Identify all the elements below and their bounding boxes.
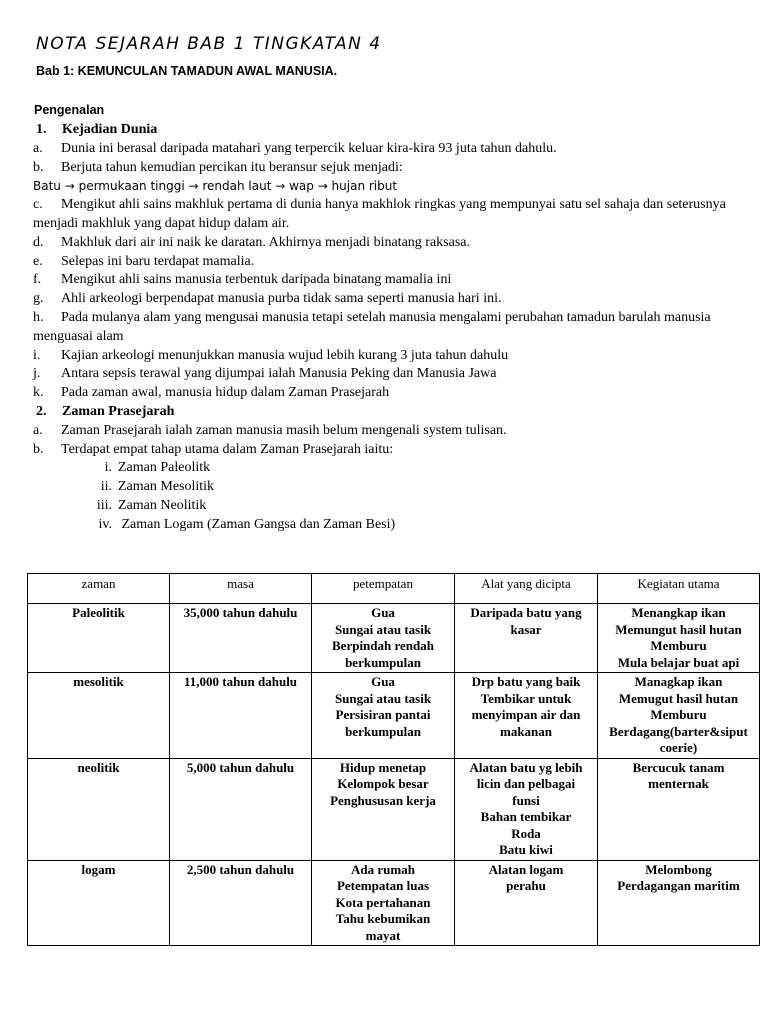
item-text: Selepas ini baru terdapat mamalia. [61, 254, 255, 269]
cell-line: Batu kiwi [499, 842, 553, 857]
subitem-label: iii. [96, 498, 112, 513]
list-item [33, 254, 255, 270]
cell-line: Berdagang(barter&siput [609, 723, 748, 739]
cell-line: Memburu [650, 707, 707, 722]
item-label: k. [33, 385, 44, 400]
subitem-text: Zaman Paleolitk [118, 460, 211, 475]
list-item [33, 310, 711, 326]
list-item [33, 366, 497, 382]
item-label: a. [33, 141, 43, 156]
header-kegiatan: Kegiatan utama [598, 574, 760, 604]
cell-line: Alatan batu yg lebih [469, 759, 583, 775]
intro-label: Pengenalan [34, 103, 105, 117]
header-alat: Alat yang dicipta [455, 574, 598, 604]
chapter-subtitle: Bab 1: KEMUNCULAN TAMADUN AWAL MANUSIA. [36, 64, 338, 78]
cell-line: Penghususan kerja [330, 792, 436, 808]
cell-zaman: neolitik [28, 758, 170, 860]
cell-line: Melombong [645, 861, 712, 877]
cell-kegiatan [598, 673, 760, 759]
cell-kegiatan [598, 758, 760, 860]
section-2-number: 2. [36, 404, 47, 419]
list-item [33, 385, 390, 401]
cell-masa: 5,000 tahun dahulu [170, 758, 312, 860]
item-text: Zaman Prasejarah ialah zaman manusia masih belum mengenali system tulisan. [61, 423, 507, 438]
item-label: b. [33, 442, 44, 457]
list-item [33, 141, 557, 157]
cell-masa: 11,000 tahun dahulu [170, 673, 312, 759]
cell-line: Daripada batu yang [470, 605, 582, 620]
item-label: c. [33, 197, 43, 212]
cell-alat [455, 758, 598, 860]
cell-line: Drp batu yang baik [471, 674, 581, 689]
section-1-title: Kejadian Dunia [62, 122, 158, 137]
cell-line: Kelompok besar [337, 776, 429, 791]
cell-kegiatan [598, 860, 760, 946]
cell-line: Managkap ikan [634, 674, 723, 689]
cell-line: Hidup menetap [339, 759, 427, 775]
cell-line: licin dan pelbagai [476, 776, 576, 791]
cell-line: Memburu [650, 638, 707, 653]
item-text: Mengikut ahli sains makhluk pertama di dunia hanya makhlok ringkas yang mempunyai satu sel sahaja dan seterusnya [61, 197, 726, 212]
section-1-number: 1. [36, 122, 47, 137]
subitem-label: i. [104, 460, 112, 475]
list-item [33, 160, 403, 176]
cell-line: kasar [510, 621, 542, 637]
item-label: f. [33, 272, 42, 287]
item-label: h. [33, 310, 44, 325]
cell-kegiatan [598, 604, 760, 673]
section-2-title: Zaman Prasejarah [62, 404, 175, 419]
list-item-continuation: menguasai alam [33, 329, 124, 344]
table-row [28, 758, 760, 860]
prehistory-table [27, 573, 760, 946]
subitem-label: iv. [98, 517, 112, 532]
item-text: Pada mulanya alam yang mengusai manusia tetapi setelah manusia mengalami perubahan tamadun barulah manusia [61, 310, 711, 325]
subitem-text: Zaman Logam (Zaman Gangsa dan Zaman Besi) [118, 517, 396, 532]
subitem-label: ii. [100, 479, 112, 494]
header-zaman: zaman [28, 574, 170, 604]
item-text: Kajian arkeologi menunjukkan manusia wujud lebih kurang 3 juta tahun dahulu [61, 348, 509, 363]
cell-line: makanan [499, 723, 553, 739]
item-label: g. [33, 291, 44, 306]
item-label: j. [33, 366, 41, 381]
cell-line: Sungai atau tasik [334, 690, 432, 706]
item-label: b. [33, 160, 44, 175]
cell-line: funsi [512, 792, 540, 808]
cell-petempatan [312, 604, 455, 673]
cell-petempatan [312, 758, 455, 860]
cell-line: Kota pertahanan [335, 894, 431, 910]
item-text: Pada zaman awal, manusia hidup dalam Zaman Prasejarah [61, 385, 390, 400]
cell-zaman: logam [28, 860, 170, 946]
cell-line: perahu [506, 878, 546, 893]
cell-line: Mula belajar buat api [617, 654, 740, 670]
cell-zaman: mesolitik [28, 673, 170, 759]
list-item [33, 423, 507, 439]
item-text: Terdapat empat tahap utama dalam Zaman Prasejarah iaitu: [61, 442, 394, 457]
cell-line: Memugut hasil hutan [618, 690, 739, 706]
section-1-heading [36, 122, 158, 138]
cell-line: Menangkap ikan [631, 605, 726, 620]
table-row [28, 673, 760, 759]
cell-line: Alatan logam [488, 861, 564, 877]
item-label: a. [33, 423, 43, 438]
list-item: Batu → permukaan tinggi → rendah laut → wap → hujan ribut [33, 179, 398, 193]
list-item [33, 272, 452, 288]
cell-line: Bahan tembikar [480, 809, 572, 824]
list-item-continuation: menjadi makhluk yang dapat hidup dalam air. [33, 216, 290, 231]
cell-line: Roda [511, 825, 541, 841]
cell-line: Gua [371, 605, 395, 620]
item-label: e. [33, 254, 43, 269]
cell-petempatan [312, 673, 455, 759]
cell-line: Berpindah rendah [332, 638, 434, 653]
cell-alat [455, 860, 598, 946]
cell-line: berkumpulan [345, 654, 421, 670]
cell-line: Tembikar untuk [480, 690, 572, 706]
section-2-heading [36, 404, 175, 420]
list-item [33, 197, 726, 213]
list-item [33, 291, 502, 307]
list-item [33, 442, 394, 458]
cell-line: Petempatan luas [336, 878, 430, 893]
cell-line: Perdagangan maritim [617, 878, 740, 893]
cell-alat [455, 604, 598, 673]
cell-line: Memungut hasil hutan [615, 621, 742, 637]
item-text: Berjuta tahun kemudian percikan itu beransur sejuk menjadi: [61, 160, 403, 175]
subitem-text: Zaman Mesolitik [118, 479, 215, 494]
cell-line: Ada rumah [351, 861, 415, 877]
item-text: Dunia ini berasal daripada matahari yang terpercik keluar kira-kira 93 juta tahun dahulu. [61, 141, 557, 156]
table-row [28, 860, 760, 946]
cell-zaman: Paleolitik [28, 604, 170, 673]
item-label: i. [33, 348, 41, 363]
cell-line: Bercucuk tanam [632, 759, 725, 775]
header-masa: masa [170, 574, 312, 604]
header-petempatan: petempatan [312, 574, 455, 604]
item-text: Ahli arkeologi berpendapat manusia purba tidak sama seperti manusia hari ini. [61, 291, 502, 306]
item-text: Makhluk dari air ini naik ke daratan. Akhirnya menjadi binatang raksasa. [61, 235, 470, 250]
cell-line: Tahu kebumikan [335, 911, 431, 926]
cell-petempatan [312, 860, 455, 946]
subitem-text: Zaman Neolitik [118, 498, 207, 513]
item-text: Antara sepsis terawal yang dijumpai ialah Manusia Peking dan Manusia Jawa [61, 366, 497, 381]
cell-line: Sungai atau tasik [334, 621, 432, 637]
cell-line: menyimpan air dan [471, 707, 581, 722]
list-item [33, 348, 509, 364]
table-body [28, 604, 760, 946]
list-item [33, 235, 470, 251]
cell-line: menternak [648, 776, 709, 791]
item-text: Mengikut ahli sains manusia terbentuk daripada binatang mamalia ini [61, 272, 452, 287]
cell-line: Persisiran pantai [335, 707, 431, 722]
cell-line: mayat [365, 927, 401, 943]
page-title: NOTA SEJARAH BAB 1 TINGKATAN 4 [36, 34, 382, 54]
item-label: d. [33, 235, 44, 250]
table-header-row [28, 574, 760, 604]
cell-alat [455, 673, 598, 759]
cell-masa: 2,500 tahun dahulu [170, 860, 312, 946]
cell-line: coerie) [659, 740, 698, 755]
cell-line: berkumpulan [345, 723, 421, 739]
table-row [28, 604, 760, 673]
cell-masa: 35,000 tahun dahulu [170, 604, 312, 673]
cell-line: Gua [371, 674, 395, 689]
